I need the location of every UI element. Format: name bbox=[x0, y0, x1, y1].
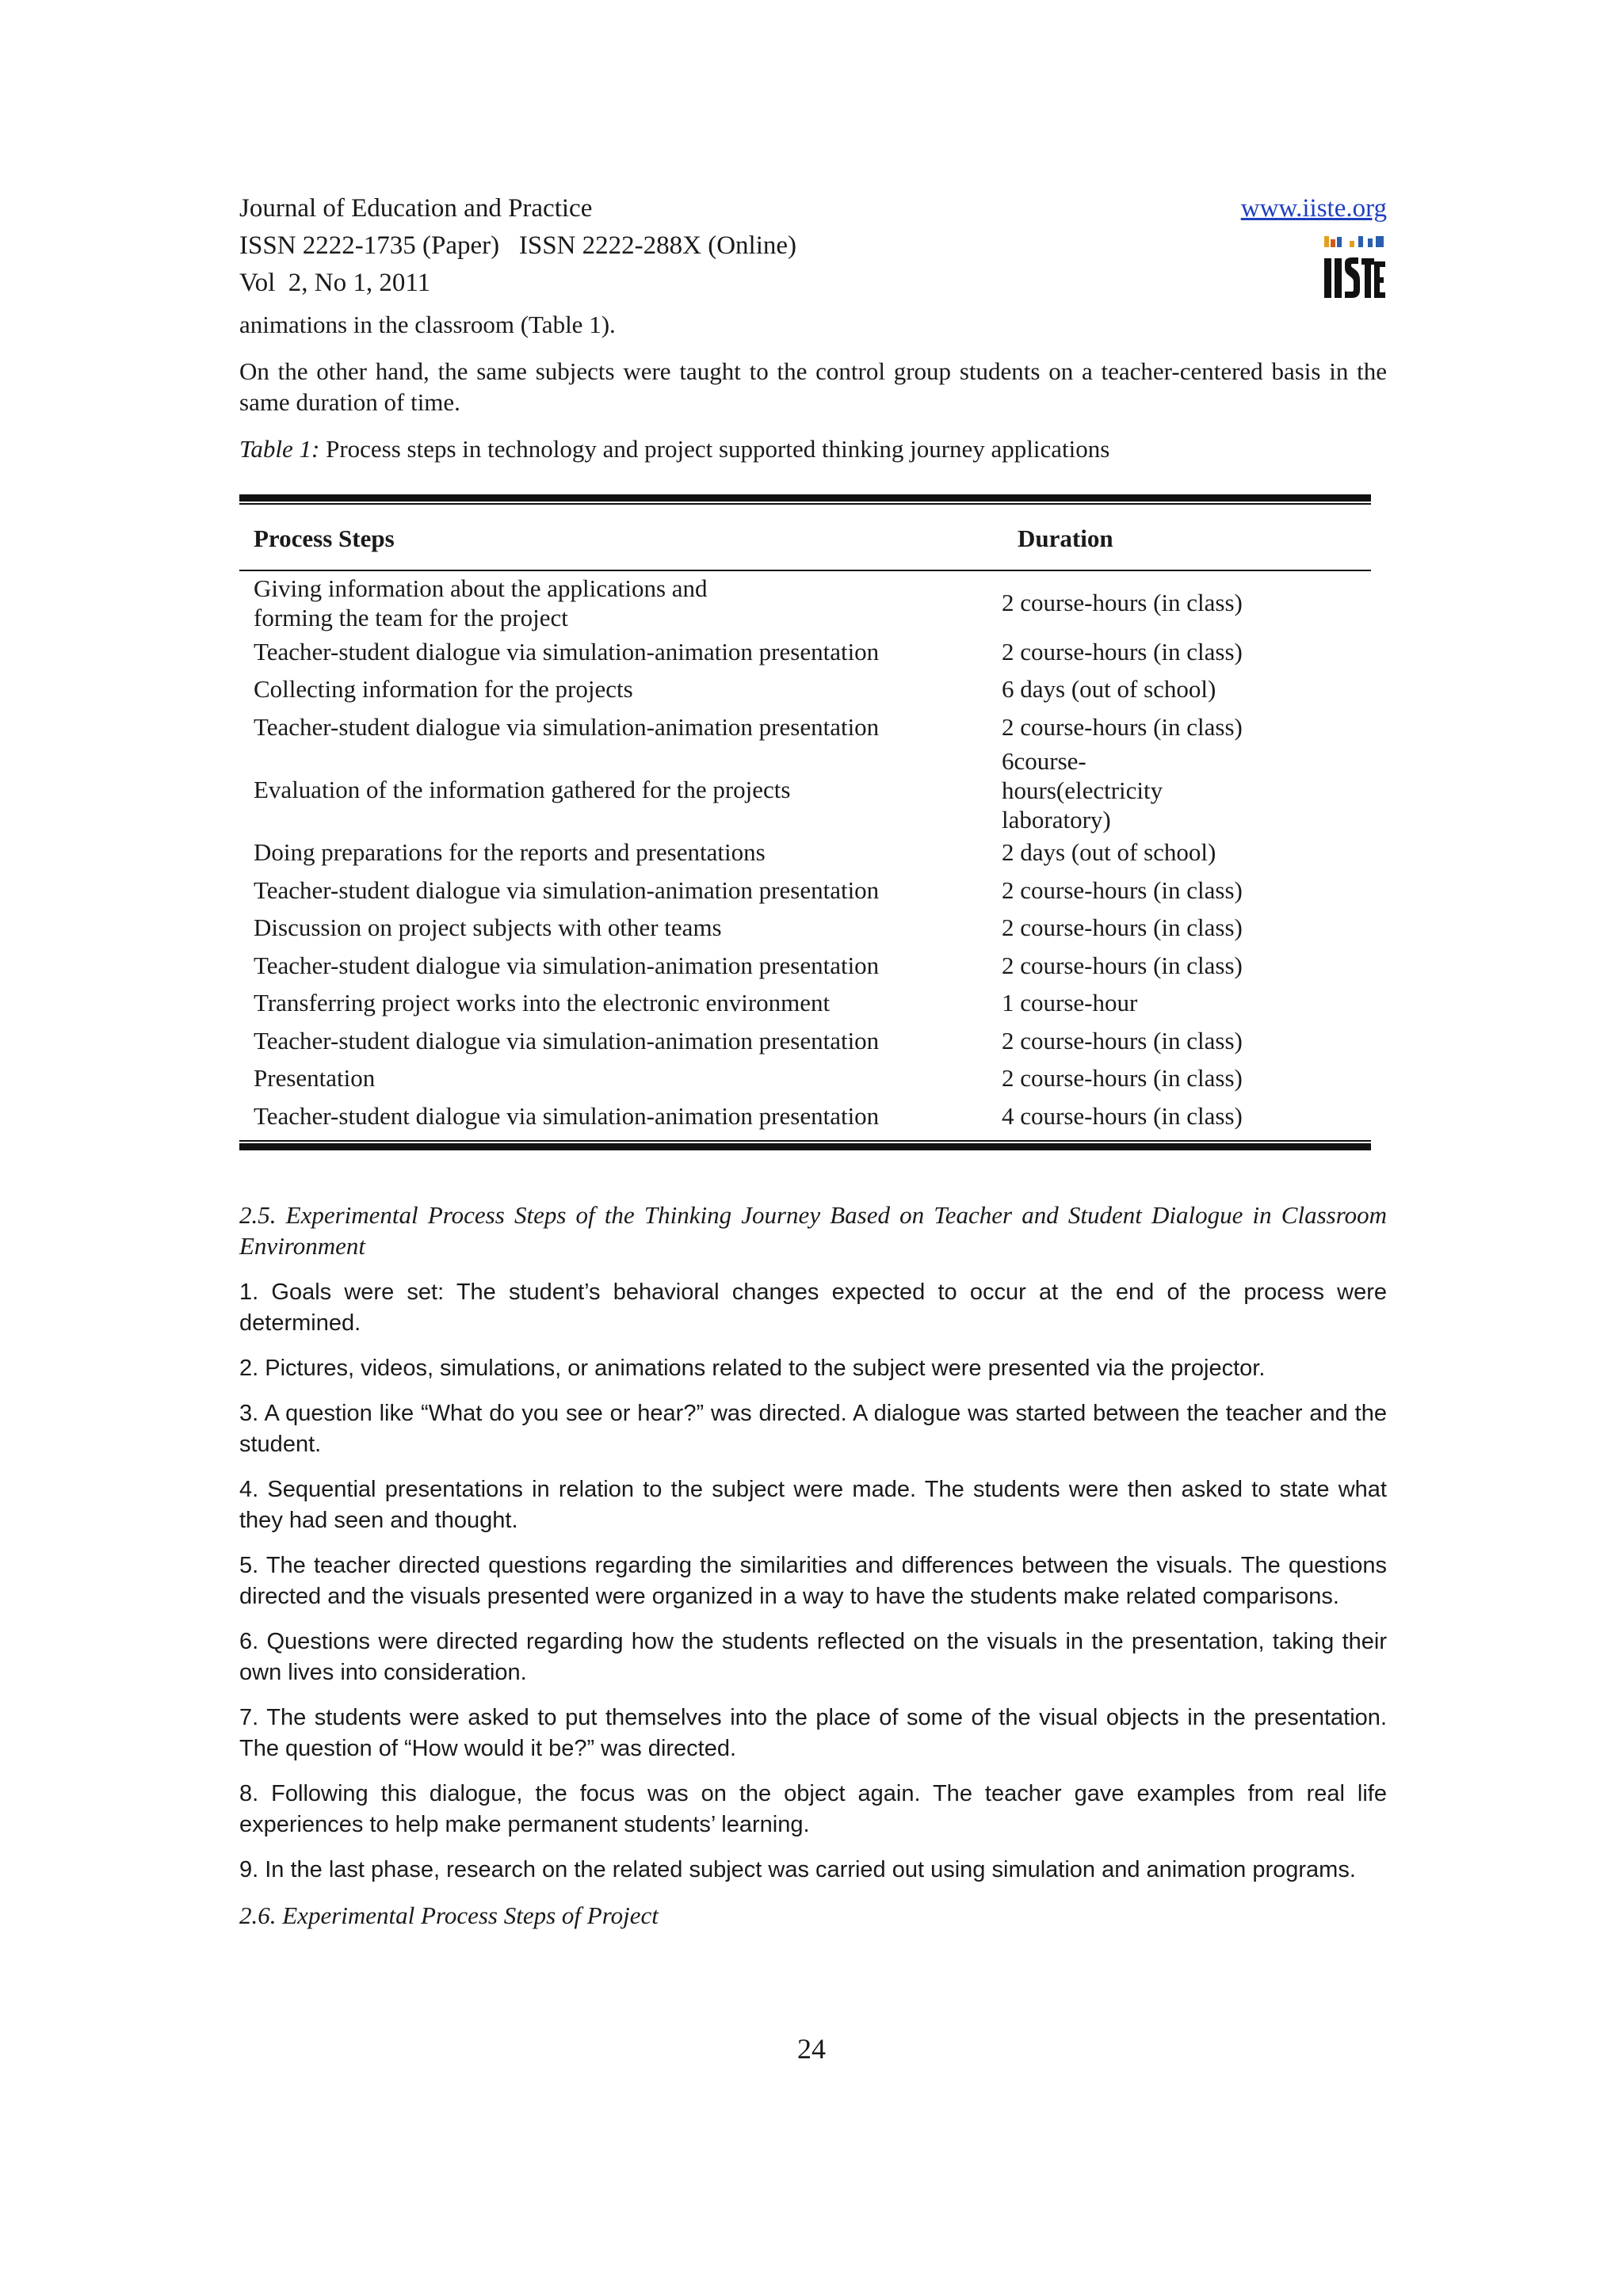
table-cell-duration: 2 course-hours (in class) bbox=[1002, 913, 1243, 942]
journal-title: Journal of Education and Practice bbox=[239, 194, 593, 223]
table-body bbox=[239, 571, 1371, 1138]
table-cell-step: Teacher-student dialogue via simulation-animation presentation bbox=[254, 712, 880, 741]
list-item: 5. The teacher directed questions regarding the similarities and differences between the visuals. The questions directed and the visuals presented were organized in a way to have the students make related comparisons. bbox=[239, 1552, 1387, 1609]
table-row bbox=[239, 1060, 1371, 1098]
process-steps-table bbox=[239, 494, 1371, 1150]
section-2-5-heading: 2.5. Experimental Process Steps of the Thinking Journey Based on Teacher and Student Dialogue in Classroom Environment bbox=[239, 1200, 1387, 1260]
table-row bbox=[239, 1022, 1371, 1060]
intro-continuation: animations in the classroom (Table 1). bbox=[239, 311, 616, 338]
journal-volume: Vol 2, No 1, 2011 bbox=[239, 269, 431, 297]
table-caption-label: Table 1: bbox=[239, 435, 320, 463]
table-cell-duration: 2 course-hours (in class) bbox=[1002, 951, 1243, 979]
table-cell-duration: 6course-hours(electricity laboratory) bbox=[1002, 746, 1163, 833]
page-header bbox=[239, 190, 1387, 309]
table-cell-duration: 2 days (out of school) bbox=[1002, 838, 1216, 867]
table-cell-step: Presentation bbox=[254, 1064, 376, 1093]
table-header-duration: Duration bbox=[1018, 524, 1113, 552]
table-header-row bbox=[239, 508, 1371, 571]
table-cell-duration: 2 course-hours (in class) bbox=[1002, 1064, 1243, 1093]
table-row bbox=[239, 573, 1371, 633]
list-item: 4. Sequential presentations in relation to the subject were made. The students were then asked to state what they had seen and thought. bbox=[239, 1476, 1387, 1533]
list-item: 2. Pictures, videos, simulations, or animations related to the subject were presented via the projector. bbox=[239, 1355, 1266, 1381]
list-item: 1. Goals were set: The student’s behavioral changes expected to occur at the end of the process were determined. bbox=[239, 1279, 1387, 1336]
table-row bbox=[239, 633, 1371, 671]
table-cell-duration: 2 course-hours (in class) bbox=[1002, 712, 1243, 741]
table-cell-step: Discussion on project subjects with other teams bbox=[254, 913, 722, 942]
table-cell-step: Collecting information for the projects bbox=[254, 675, 633, 704]
table-cell-step: Transferring project works into the electronic environment bbox=[254, 989, 831, 1017]
list-item: 6. Questions were directed regarding how the students reflected on the visuals in the presentation, taking their own lives into consideration. bbox=[239, 1628, 1387, 1685]
table-row bbox=[239, 910, 1371, 948]
table-row bbox=[239, 985, 1371, 1023]
list-item: 3. A question like “What do you see or hear?” was directed. A dialogue was started between the teacher and the student. bbox=[239, 1400, 1387, 1457]
journal-url-link[interactable]: www.iiste.org bbox=[1240, 194, 1387, 223]
table-row bbox=[239, 746, 1371, 834]
table-cell-duration: 6 days (out of school) bbox=[1002, 675, 1216, 704]
table-header-process-steps: Process Steps bbox=[254, 524, 395, 552]
table-cell-step: Doing preparations for the reports and presentations bbox=[254, 838, 766, 867]
table-cell-step: Teacher-student dialogue via simulation-animation presentation bbox=[254, 1026, 880, 1055]
table-cell-step: Teacher-student dialogue via simulation-animation presentation bbox=[254, 637, 880, 666]
table-row bbox=[239, 871, 1371, 910]
page bbox=[239, 190, 1387, 1947]
table-cell-duration: 2 course-hours (in class) bbox=[1002, 637, 1243, 666]
table-bottom-rule-thick bbox=[239, 1143, 1371, 1150]
section-2-5-list bbox=[239, 1277, 1387, 1886]
table-caption-text: Process steps in technology and project supported thinking journey applications bbox=[319, 435, 1110, 463]
journal-issn: ISSN 2222-1735 (Paper) ISSN 2222-288X (Online) bbox=[239, 231, 797, 260]
iiste-logo bbox=[1322, 235, 1387, 301]
page-number: 24 bbox=[797, 2033, 826, 2065]
table-cell-step: Evaluation of the information gathered for the projects bbox=[254, 776, 791, 803]
table-row bbox=[239, 708, 1371, 746]
table-caption bbox=[239, 433, 1387, 464]
table-cell-duration: 4 course-hours (in class) bbox=[1002, 1101, 1243, 1130]
table-top-rule-thick bbox=[239, 494, 1371, 502]
table-cell-step: Teacher-student dialogue via simulation-animation presentation bbox=[254, 875, 880, 904]
table-cell-duration: 2 course-hours (in class) bbox=[1002, 1026, 1243, 1055]
table-cell-step: Giving information about the applications and forming the team for the project bbox=[254, 574, 708, 631]
table-row bbox=[239, 671, 1371, 709]
intro-paragraph: On the other hand, the same subjects were taught to the control group students on a teacher-centered basis in the same duration of time. bbox=[239, 357, 1387, 416]
table-row bbox=[239, 834, 1371, 872]
table-cell-step: Teacher-student dialogue via simulation-animation presentation bbox=[254, 951, 880, 979]
table-row bbox=[239, 1097, 1371, 1135]
section-2-6-heading: 2.6. Experimental Process Steps of Project bbox=[239, 1901, 659, 1929]
table-cell-duration: 1 course-hour bbox=[1002, 989, 1138, 1017]
table-cell-duration: 2 course-hours (in class) bbox=[1002, 875, 1243, 904]
list-item: 8. Following this dialogue, the focus was on the object again. The teacher gave examples from real life experiences to help make permanent students’ learning. bbox=[239, 1780, 1387, 1837]
list-item: 7. The students were asked to put themselves into the place of some of the visual objects in the presentation. The question of “How would it be?” was directed. bbox=[239, 1704, 1387, 1761]
table-bottom-rule-thin bbox=[239, 1140, 1371, 1142]
list-item: 9. In the last phase, research on the related subject was carried out using simulation and animation programs. bbox=[239, 1856, 1356, 1882]
table-cell-step: Teacher-student dialogue via simulation-animation presentation bbox=[254, 1101, 880, 1130]
table-row bbox=[239, 947, 1371, 985]
journal-info bbox=[239, 190, 1387, 302]
table-top-rule-thin bbox=[239, 503, 1371, 505]
table-cell-duration: 2 course-hours (in class) bbox=[1002, 589, 1243, 616]
